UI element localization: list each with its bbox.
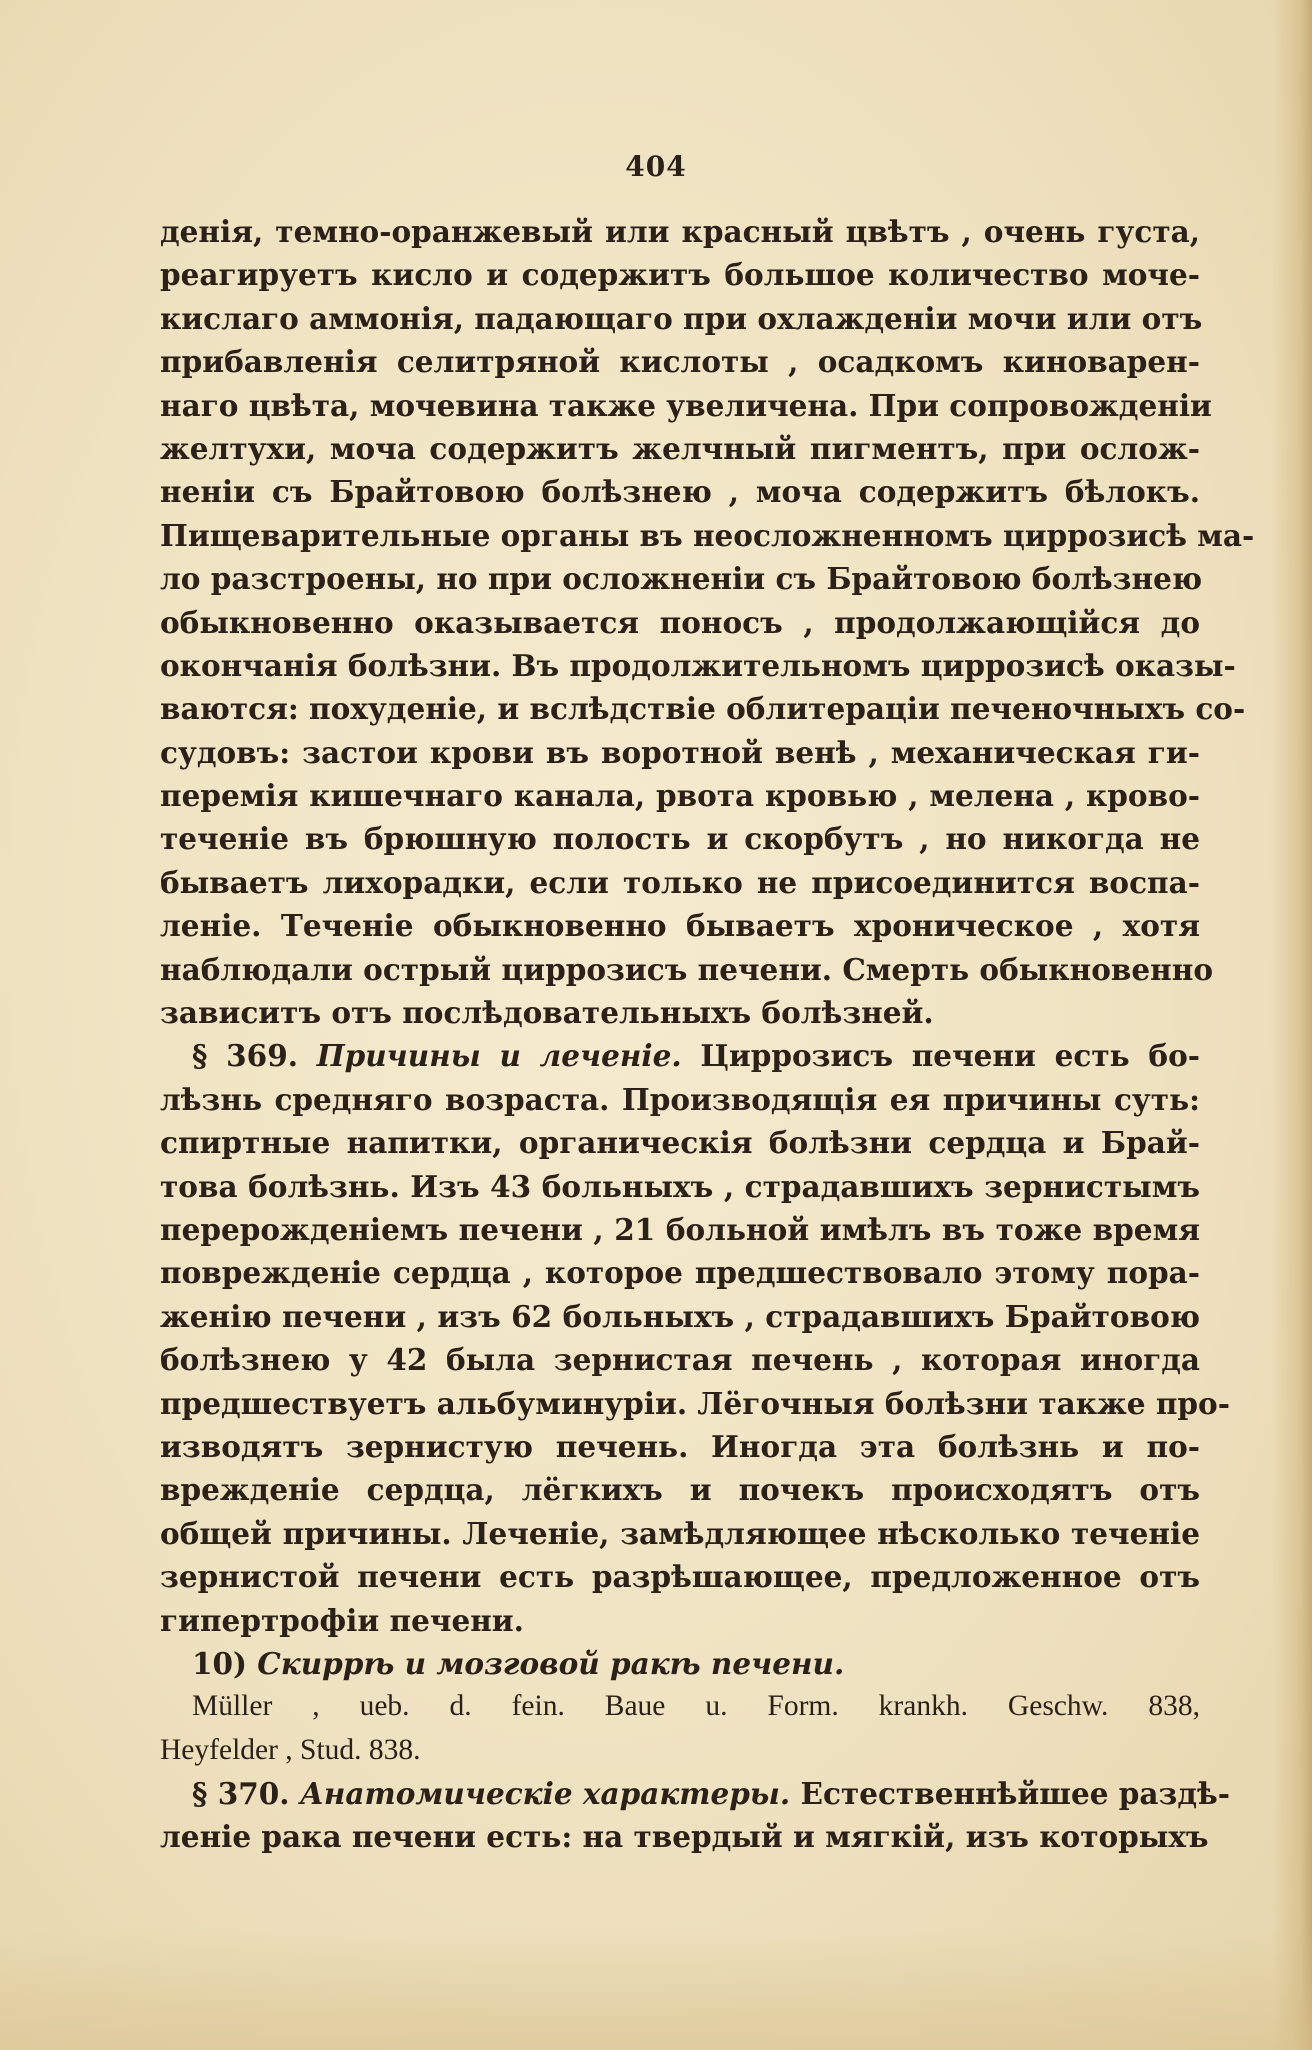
text-line: [160, 297, 1203, 340]
line-text: ло разстроены, но при осложненіи съ Брайтовою болѣзнею: [160, 561, 1203, 597]
text-line: [160, 817, 1200, 860]
line-text: судовъ: застои крови въ воротной венѣ , механическая ги-: [160, 734, 1200, 770]
line-text: перерожденіемъ печени , 21 больной имѣлъ въ тоже время: [160, 1211, 1200, 1247]
text-line: [160, 1251, 1200, 1294]
paragraph-number: § 370.: [192, 1776, 300, 1812]
line-text: зависитъ отъ послѣдовательныхъ болѣзней.: [160, 995, 934, 1031]
line-text: Heyfelder , Stud. 838.: [160, 1733, 421, 1766]
text-line: [160, 1729, 1200, 1772]
line-text: обыкновенно оказывается поносъ , продолжающійся до: [160, 604, 1200, 640]
line-text: кислаго аммонія, падающаго при охлажденіи мочи или отъ: [160, 300, 1203, 336]
text-line: [160, 1078, 1200, 1121]
line-text: наблюдали острый циррозисъ печени. Смерть обыкновенно: [160, 951, 1214, 987]
line-text: перемія кишечнаго канала, рвота кровью , мелена , крово-: [160, 778, 1200, 814]
line-text: зернистой печени есть разрѣшающее, предложенное отъ: [160, 1559, 1200, 1595]
section-heading: Скиррѣ и мозговой ракѣ печени.: [257, 1645, 845, 1681]
line-text: изводятъ зернистую печень. Иногда эта болѣзнь и по-: [160, 1428, 1200, 1464]
text-line: [160, 1034, 1200, 1077]
text-line: [160, 861, 1200, 904]
text-line: [160, 1208, 1200, 1251]
section-heading: Анатомическіе характеры.: [299, 1776, 801, 1812]
text-line: [160, 687, 1246, 730]
text-line: [160, 1295, 1200, 1338]
text-line: [160, 1555, 1200, 1598]
text-line: [160, 991, 1200, 1034]
text-line: [160, 1599, 1200, 1642]
line-text: теченіе въ брюшную полость и скорбутъ , но никогда не: [160, 821, 1200, 857]
line-text: реагируетъ кисло и содержитъ большое количество моче-: [160, 257, 1200, 293]
text-line: [160, 427, 1200, 470]
text-line: [160, 1382, 1230, 1425]
body-text: [160, 210, 1255, 1859]
line-text: болѣзнею у 42 была зернистая печень , которая иногда: [160, 1342, 1200, 1378]
text-line: [160, 1425, 1200, 1468]
text-line: [160, 514, 1255, 557]
line-text: неніи съ Брайтовою болѣзнею , моча содержитъ бѣлокъ.: [160, 474, 1200, 510]
text-line: [160, 644, 1236, 687]
text-line: [160, 1338, 1200, 1381]
line-text: наго цвѣта, мочевина также увеличена. При сопровожденіи: [160, 387, 1212, 423]
line-text: ваются: похуденіе, и вслѣдствіе облитераціи печеночныхъ со-: [160, 691, 1246, 727]
text-line: [160, 774, 1200, 817]
text-line: [160, 1685, 1200, 1728]
line-text: окончанія болѣзни. Въ продолжительномъ циррозисѣ оказы-: [160, 647, 1236, 683]
text-line: [160, 253, 1200, 296]
text-line: [160, 1512, 1200, 1555]
line-text: поврежденіе сердца , которое предшествовало этому пора-: [160, 1255, 1200, 1291]
line-text: врежденіе сердца, лёгкихъ и почекъ происходятъ отъ: [160, 1472, 1200, 1508]
line-text: леніе рака печени есть: на твердый и мягкій, изъ которыхъ: [160, 1819, 1209, 1855]
line-text: Müller , ueb. d. fein. Baue u. Form. krankh. Geschw. 838,: [192, 1690, 1200, 1723]
page-edge-shadow-right: [1272, 0, 1312, 2050]
line-text: Циррозисъ печени есть бо-: [700, 1038, 1200, 1074]
text-line: [160, 948, 1214, 991]
line-text: това болѣзнь. Изъ 43 больныхъ , страдавшихъ зернистымъ: [160, 1168, 1200, 1204]
line-text: женію печени , изъ 62 больныхъ , страдавшихъ Брайтовою: [160, 1298, 1200, 1334]
line-text: гипертрофіи печени.: [160, 1602, 524, 1638]
line-text: Естественнѣйшее раздѣ-: [800, 1776, 1231, 1812]
line-text: прибавленія селитряной кислоты , осадкомъ киноварен-: [160, 344, 1200, 380]
text-line: [160, 601, 1200, 644]
paragraph-number: § 369.: [192, 1038, 317, 1074]
text-line: [160, 384, 1212, 427]
line-text: общей причины. Леченіе, замѣдляющее нѣсколько теченіе: [160, 1515, 1200, 1551]
text-line: [160, 210, 1200, 253]
text-line: [160, 1815, 1209, 1858]
section-heading: Причины и леченіе.: [316, 1038, 701, 1074]
line-text: лѣзнь средняго возраста. Производящія ея причины суть:: [160, 1081, 1200, 1117]
text-line: [160, 1121, 1200, 1164]
text-line: [160, 731, 1200, 774]
text-line: [160, 1642, 1200, 1685]
text-line: [160, 1772, 1231, 1815]
text-line: [160, 1468, 1200, 1511]
line-text: спиртные напитки, органическія болѣзни сердца и Брай-: [160, 1125, 1200, 1161]
line-text: предшествуетъ альбуминуріи. Лёгочныя болѣзни также про-: [160, 1385, 1230, 1421]
line-text: Пищеварительные органы въ неосложненномъ циррозисѣ ма-: [160, 517, 1255, 553]
page-number: 404: [625, 150, 687, 183]
text-line: [160, 1165, 1200, 1208]
text-line: [160, 557, 1203, 600]
text-line: [160, 470, 1200, 513]
line-text: денія, темно-оранжевый или красный цвѣтъ , очень густа,: [160, 214, 1200, 249]
text-line: [160, 904, 1200, 947]
line-text: бываетъ лихорадки, если только не присоединится воспа-: [160, 864, 1200, 900]
text-line: [160, 340, 1200, 383]
page-edge-shadow-bottom: [0, 1930, 1312, 2050]
line-text: леніе. Теченіе обыкновенно бываетъ хроническое , хотя: [160, 908, 1200, 944]
line-text: желтухи, моча содержитъ желчный пигментъ, при ослож-: [160, 430, 1200, 466]
paragraph-number: 10): [192, 1645, 258, 1681]
